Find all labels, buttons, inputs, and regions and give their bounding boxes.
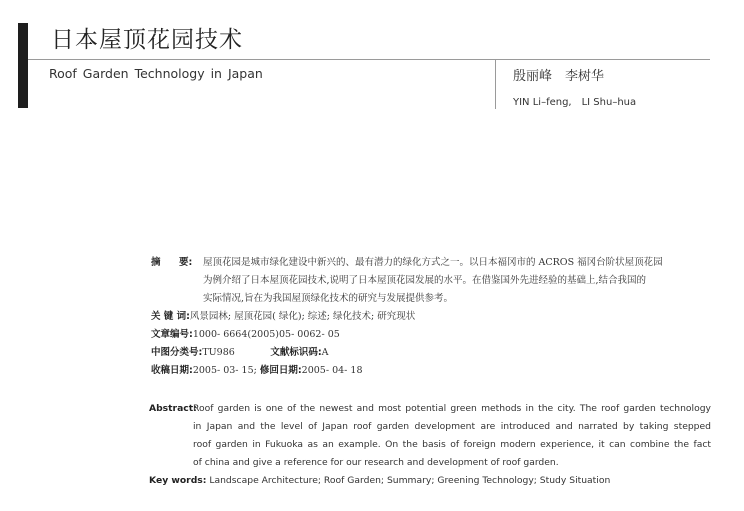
doc-code-value: A xyxy=(321,347,329,358)
article-number xyxy=(151,326,711,344)
abstract-en-line: in Japan and the level of Japan roof garden development are introduced and narrated by taking stepped xyxy=(193,421,711,432)
authors-cn: 殷丽峰 李树华 xyxy=(513,69,605,84)
abstract-en-body xyxy=(193,400,711,472)
abstract-en-line: of china and give a reference for our research and development of roof garden. xyxy=(193,457,559,468)
keywords-en xyxy=(149,472,713,490)
dates xyxy=(151,362,711,380)
keywords-cn-value: 风景园林; 屋顶花园( 绿化); 综述; 绿化技术; 研究现状 xyxy=(189,311,416,322)
abstract-cn xyxy=(151,254,711,308)
title-accent-bar xyxy=(18,23,28,108)
doc-code-label: 文献标识码: xyxy=(270,347,322,358)
revised-date-value: 2005- 04- 18 xyxy=(301,365,363,376)
classification-label: 中图分类号: xyxy=(151,347,203,358)
english-abstract-block xyxy=(149,400,713,490)
chinese-abstract-block xyxy=(151,254,711,380)
article-number-label: 文章编号: xyxy=(151,329,193,340)
page-title-en: Roof Garden Technology in Japan xyxy=(49,66,263,81)
abstract-cn-line: 为例介绍了日本屋顶花园技术,说明了日本屋顶花园发展的水平。在借鉴国外先进经验的基础上,结合我国的 xyxy=(203,275,647,286)
abstract-en-label: Abstract: xyxy=(149,403,197,414)
keywords-en-label: Key words: xyxy=(149,475,207,486)
keywords-cn-label: 关 键 词: xyxy=(151,311,190,322)
authors-en: YIN Li–feng, LI Shu–hua xyxy=(513,97,637,108)
revised-date-label: 修回日期: xyxy=(259,365,302,376)
abstract-cn-body xyxy=(203,254,713,308)
article-number-value: 1000- 6664(2005)05- 0062- 05 xyxy=(192,329,340,340)
received-date-value: 2005- 03- 15; xyxy=(192,365,257,376)
header-divider xyxy=(28,59,710,60)
abstract-en-line: roof garden in Fukuoka as an example. On the basis of foreign modern experience, it can combine the fact xyxy=(193,439,711,450)
classification xyxy=(151,344,711,362)
abstract-cn-label-2: 要: xyxy=(179,257,193,268)
abstract-en-line: Roof garden is one of the newest and most potential green methods in the city. The roof garden technology xyxy=(193,403,711,414)
abstract-cn-line: 屋顶花园是城市绿化建设中新兴的、最有潜力的绿化方式之一。以日本福冈市的 ACROS 福冈台阶状屋顶花园 xyxy=(203,257,663,268)
keywords-en-value: Landscape Architecture; Roof Garden; Summary; Greening Technology; Study Situation xyxy=(209,475,611,486)
page-title-cn: 日本屋顶花园技术 xyxy=(51,27,243,53)
abstract-en xyxy=(149,400,713,472)
received-date-label: 收稿日期: xyxy=(151,365,193,376)
abstract-cn-line: 实际情况,旨在为我国屋顶绿化技术的研究与发展提供参考。 xyxy=(203,293,454,304)
classification-value: TU986 xyxy=(202,347,235,358)
abstract-cn-label-1: 摘 xyxy=(151,257,161,268)
author-divider xyxy=(495,59,496,109)
keywords-cn xyxy=(151,308,711,326)
